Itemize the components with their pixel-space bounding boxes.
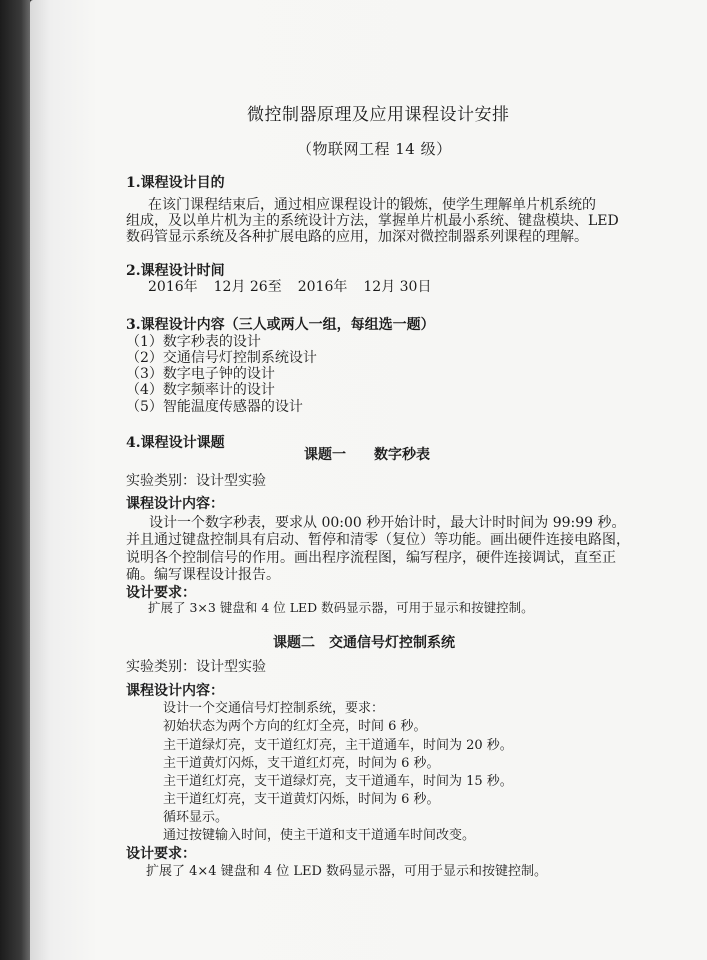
- topic1-content-label: 课程设计内容：: [126, 496, 224, 512]
- topic2-content-line-1: 设计一个交通信号灯控制系统，要求：: [163, 701, 385, 716]
- time-range: [148, 276, 431, 296]
- topic1-content-line-1: 设计一个数字秒表，要求从 00:00 秒开始计时，最大计时时间为 99:99 秒。: [149, 515, 626, 531]
- topic1-requirement-text: 扩展了 3×3 键盘和 4 位 LED 数码显示器，可用于显示和按键控制。: [148, 600, 534, 615]
- topic2-content-line-3: 主干道绿灯亮，支干道红灯亮，主干道通车，时间为 20 秒。: [163, 738, 513, 753]
- topic2-content-line-2: 初始状态为两个方向的红灯全亮，时间 6 秒。: [163, 719, 427, 734]
- topic2-content-line-4: 主干道黄灯闪烁，支干道红灯亮，时间为 6 秒。: [163, 756, 440, 771]
- document-title: 微控制器原理及应用课程设计安排: [247, 105, 510, 125]
- topic2-content-line-8: 通过按键输入时间，使主干道和支干道通车时间改变。: [163, 828, 476, 843]
- topic2-content-line-5: 主干道红灯亮，支干道绿灯亮，支干道通车，时间为 15 秒。: [163, 774, 513, 789]
- topic1-content-line-4: 确。编写课程设计报告。: [126, 567, 280, 583]
- topic1-content-line-3: 说明各个控制信号的作用。画出程序流程图，编写程序，硬件连接调试，直至正: [126, 550, 616, 566]
- time-start-date: 12月 26至: [213, 279, 282, 295]
- topic1-content-line-2: 并且通过键盘控制具有启动、暂停和清零（复位）等功能。画出硬件连接电路图，: [126, 532, 630, 548]
- content-item-1: （1）数字秒表的设计: [126, 334, 261, 350]
- topic2-content-line-7: 循环显示。: [163, 810, 229, 825]
- topic2-requirement-text: 扩展了 4×4 键盘和 4 位 LED 数码显示器，可用于显示和按键控制。: [146, 864, 548, 879]
- topic2-content-label: 课程设计内容：: [126, 683, 224, 699]
- section-topics-heading: 4.课程设计课题: [126, 435, 225, 451]
- topic1-category: 实验类别：设计型实验: [126, 473, 266, 489]
- time-end-date: 12月 30日: [363, 279, 432, 295]
- document-subtitle: （物联网工程 14 级）: [297, 140, 452, 158]
- time-start-year: 2016年: [148, 279, 198, 295]
- section-purpose-heading: 1.课程设计目的: [126, 175, 225, 191]
- topic2-requirement-label: 设计要求：: [126, 846, 196, 862]
- background-edge: [0, 0, 30, 960]
- topic1-requirement-label: 设计要求：: [126, 585, 196, 601]
- section-time-heading: 2.课程设计时间: [126, 263, 225, 279]
- section-content-heading: 3.课程设计内容（三人或两人一组，每组选一题）: [126, 317, 435, 333]
- content-item-4: （4）数字频率计的设计: [126, 382, 275, 398]
- content-item-5: （5）智能温度传感器的设计: [126, 399, 303, 415]
- content-item-3: （3）数字电子钟的设计: [126, 366, 275, 382]
- content-item-2: （2）交通信号灯控制系统设计: [126, 350, 317, 366]
- time-end-year: 2016年: [297, 279, 348, 295]
- purpose-line-1: 在该门课程结束后，通过相应课程设计的锻炼，使学生理解单片机系统的: [148, 197, 596, 213]
- topic2-content-line-6: 主干道红灯亮，支干道黄灯闪烁，时间为 6 秒。: [163, 792, 440, 807]
- purpose-line-3: 数码管显示系统及各种扩展电路的应用，加深对微控制器系列课程的理解。: [126, 229, 588, 245]
- topic2-category: 实验类别：设计型实验: [126, 659, 266, 675]
- topic2-title: 课题二 交通信号灯控制系统: [273, 635, 455, 651]
- topic1-title: 课题一 数字秒表: [304, 447, 430, 463]
- purpose-line-2: 组成，及以单片机为主的系统设计方法，掌握单片机最小系统、键盘模块、LED: [126, 213, 619, 229]
